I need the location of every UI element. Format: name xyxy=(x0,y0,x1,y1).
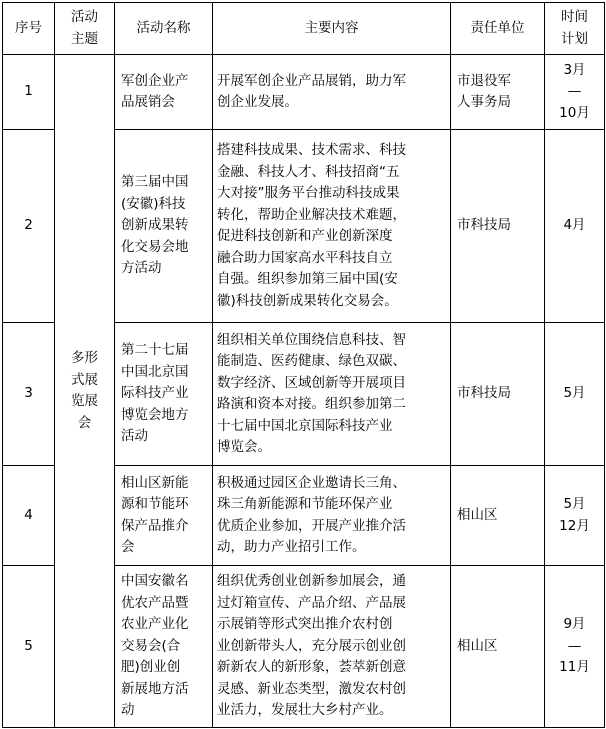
activity-table xyxy=(2,2,605,728)
responsible-unit: 相山区 xyxy=(451,466,545,566)
responsible-unit: 相山区 xyxy=(451,566,545,728)
activity-name: 第三届中国 (安徽)科技 创新成果转 化交易会地 方活动 xyxy=(115,130,213,323)
header-time: 时间 计划 xyxy=(545,3,605,55)
header-row xyxy=(3,3,605,55)
activity-content: 积极通过园区企业邀请长三角、 珠三角新能源和节能环保产业 优质企业参加，开展产业推介活 动，助力产业招引工作。 xyxy=(213,466,451,566)
header-content: 主要内容 xyxy=(213,3,451,55)
header-theme: 活动 主题 xyxy=(55,3,115,55)
time-plan: 4月 xyxy=(545,130,605,323)
time-plan: 5月 xyxy=(545,323,605,466)
row-number: 2 xyxy=(3,130,55,323)
row-number: 5 xyxy=(3,566,55,728)
time-plan: 3月 — 10月 xyxy=(545,55,605,130)
row-number: 1 xyxy=(3,55,55,130)
header-unit: 责任单位 xyxy=(451,3,545,55)
activity-content: 组织相关单位围绕信息科技、智 能制造、医药健康、绿色双碳、 数字经济、区域创新等开展项目 路演和资本对接。组织参加第二 十七届中国北京国际科技产业 博览会。 xyxy=(213,323,451,466)
theme-cell: 多形 式展 览展 会 xyxy=(55,55,115,728)
time-plan: 9月 — 11月 xyxy=(545,566,605,728)
header-name: 活动名称 xyxy=(115,3,213,55)
table-row xyxy=(3,55,605,130)
activity-name: 军创企业产 品展销会 xyxy=(115,55,213,130)
activity-content: 搭建科技成果、技术需求、科技 金融、科技人才、科技招商“五 大对接”服务平台推动科技成果 转化，帮助企业解决技术难题， 促进科技创新和产业创新深度 融合助力国家高水平科技自立 自强。组织参加第三届中国(安 徽)科技创新成果转化交易会。 xyxy=(213,130,451,323)
responsible-unit: 市科技局 xyxy=(451,130,545,323)
row-number: 3 xyxy=(3,323,55,466)
activity-content: 开展军创企业产品展销，助力军 创企业发展。 xyxy=(213,55,451,130)
time-plan: 5月 12月 xyxy=(545,466,605,566)
activity-name: 第二十七届 中国北京国 际科技产业 博览会地方 活动 xyxy=(115,323,213,466)
header-num: 序号 xyxy=(3,3,55,55)
activity-name: 中国安徽名 优农产品暨 农业产业化 交易会(合 肥)创业创 新展地方活 动 xyxy=(115,566,213,728)
activity-name: 相山区新能 源和节能环 保产品推介 会 xyxy=(115,466,213,566)
responsible-unit: 市退役军 人事务局 xyxy=(451,55,545,130)
activity-content: 组织优秀创业创新参加展会，通 过灯箱宣传、产品介绍、产品展 示展销等形式突出推介农村创 业创新带头人，充分展示创业创 新新农人的新形象，荟萃新创意 灵感、新业态类型，激发农村创 业活力，发展壮大乡村产业。 xyxy=(213,566,451,728)
row-number: 4 xyxy=(3,466,55,566)
responsible-unit: 市科技局 xyxy=(451,323,545,466)
